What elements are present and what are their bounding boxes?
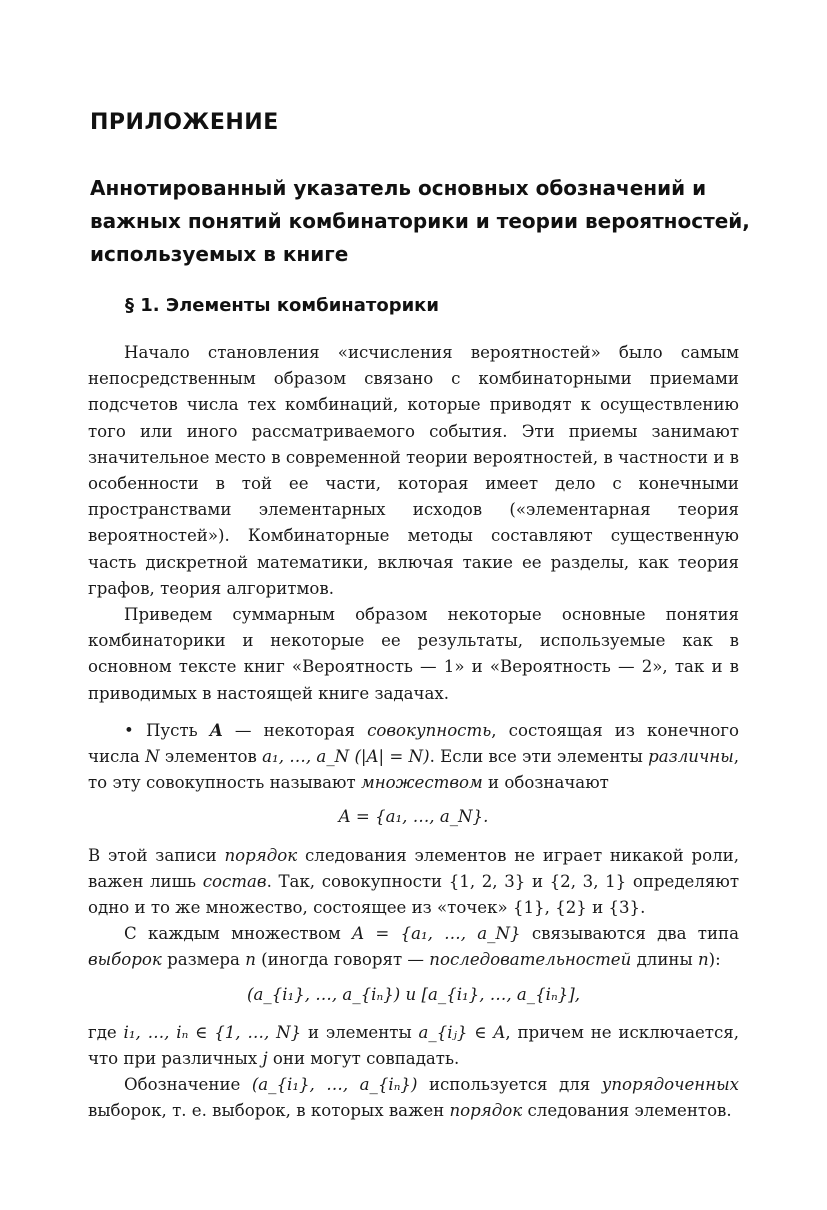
- term-order: порядок: [224, 845, 298, 865]
- index-title: Аннотированный указатель основных обозначений и важных понятий комбинаторики и теории вероятностей, используемых в книге: [90, 176, 750, 266]
- term-samples: выборок: [88, 950, 162, 970]
- appendix-title: ПРИЛОЖЕНИЕ: [90, 110, 279, 135]
- paragraph-order: В этой записи порядок следования элементов не играет никакой роли, важен лишь состав. Так, совокупности {1, 2, 3} и {2, 3, 1} определяют одно и то же множество, состоящее из «точек» {1}, {2} и {3}.: [88, 845, 740, 918]
- page-body: [88, 340, 739, 1125]
- term-ordered: упорядоченных: [601, 1075, 739, 1095]
- paragraph-ordered: Обозначение (a_{i₁}, …, a_{iₙ}) используется для упорядоченных выборок, т. е. выборок, в которых важен порядок следования элементов.: [88, 1075, 739, 1121]
- term-distinct: различны: [648, 747, 734, 767]
- section-title: § 1. Элементы комбинаторики: [125, 295, 440, 316]
- formula-set: A = {a₁, …, a_N}.: [338, 807, 489, 827]
- term-order-2: порядок: [449, 1101, 523, 1121]
- paragraph-set-definition: • Пусть A — некоторая совокупность, состоящая из конечного числа N элементов a₁, …, a_N (|A| = N). Если все эти элементы различны, то эту совокупность называют множеством и обозначают: [88, 719, 739, 793]
- paragraph-samples: С каждым множеством A = {a₁, …, a_N} связываются два типа выборок размера n (иногда говорят — последовательностей длины n):: [88, 924, 739, 970]
- term-composition: состав: [202, 871, 267, 891]
- term-collection: совокупность: [367, 720, 492, 740]
- term-set: множеством: [360, 773, 483, 793]
- paragraph-summary: Приведем суммарным образом некоторые основные понятия комбинаторики и некоторые ее результаты, используемые как в основном тексте книг «Вероятность — 1» и «Вероятность — 2», так и в приводимых в настоящей книге задачах.: [88, 605, 739, 703]
- bullet-icon: •: [124, 720, 134, 740]
- term-sequences: последовательностей: [429, 950, 632, 970]
- paragraph-intro: Начало становления «исчисления вероятностей» было самым непосредственным образом связано с комбинаторными приемами подсчетов числа тех комбинаций, которые приводят к осуществлению того или иного рассматриваемого события. Эти приемы занимают значительное место в современной теории вероятностей, в частности и в особенности в той ее части, которая имеет дело с конечными пространствами элементарных исходов («элементарная теория вероятностей»). Комбинаторные методы составляют существенную часть дискретной математики, включая такие ее разделы, как теория графов, теория алгоритмов.: [88, 343, 739, 598]
- paragraph-indices: где i₁, …, iₙ ∈ {1, …, N} и элементы a_{iⱼ} ∈ A, причем не исключается, что при различных j они могут совпадать.: [88, 1022, 740, 1069]
- formula-samples: (a_{i₁}, …, a_{iₙ}) и [a_{i₁}, …, a_{iₙ}],: [247, 984, 580, 1004]
